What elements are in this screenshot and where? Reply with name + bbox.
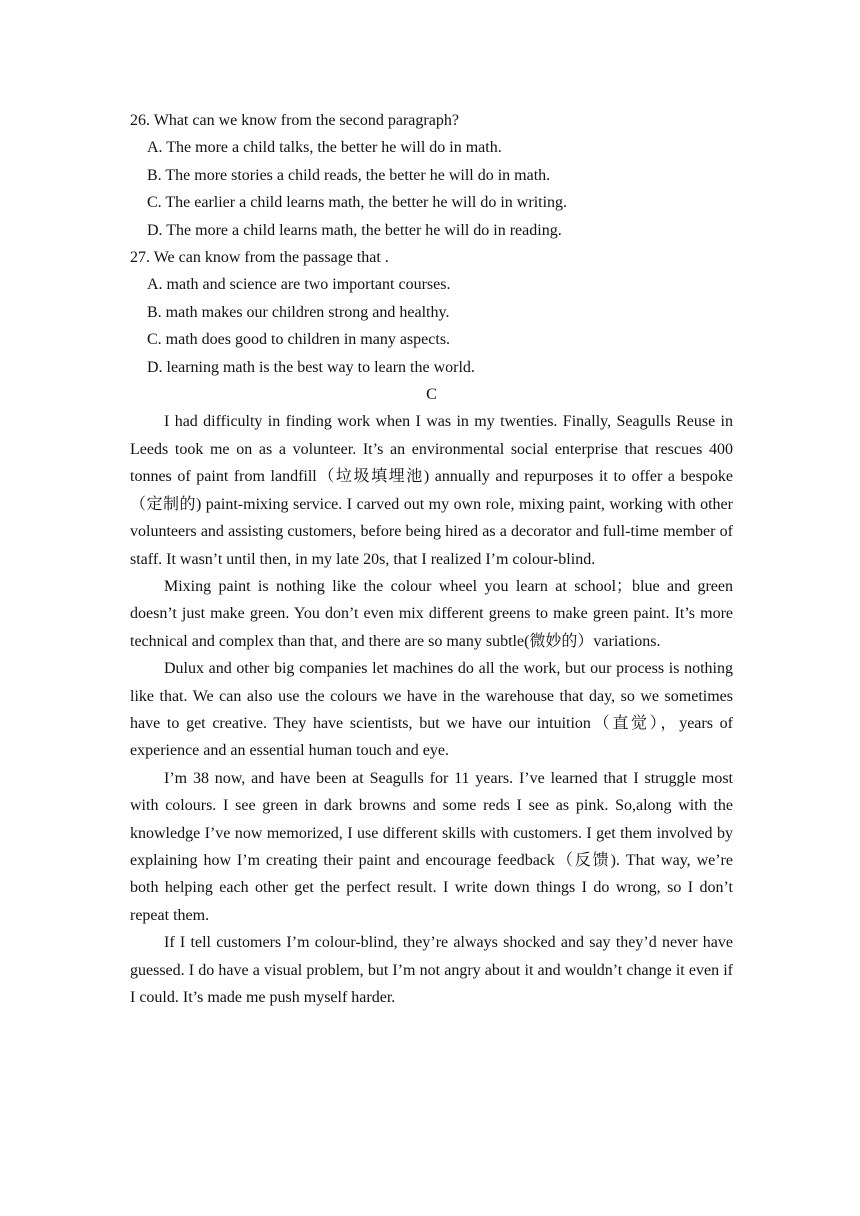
question-26-option-a: A. The more a child talks, the better he will do in math. (147, 139, 502, 157)
question-27-option-d: D. learning math is the best way to learn the world. (147, 358, 475, 376)
passage-paragraph-3: Dulux and other big companies let machines do all the work, but our process is nothing like that. We can also use the colours we have in the warehouse that day, so we sometimes have to get creative. They have scientists, but we have our intuition（直觉），years of experience and an essential human touch and eye. (130, 660, 733, 760)
question-27-option-c: C. math does good to children in many aspects. (147, 331, 451, 349)
question-27-option-b: B. math makes our children strong and healthy. (147, 303, 450, 321)
section-heading: C (426, 386, 437, 404)
question-26-stem: 26. What can we know from the second paragraph? (130, 112, 459, 129)
question-27-option-a: A. math and science are two important courses. (147, 276, 451, 294)
passage-paragraph-5: If I tell customers I’m colour-blind, they’re always shocked and say they’d never have guessed. I do have a visual problem, but I’m not angry about it and wouldn’t change it even if I could. It’s made me push myself harder. (130, 934, 733, 1006)
question-26-option-c: C. The earlier a child learns math, the better he will do in writing. (147, 194, 568, 212)
passage-paragraph-1: I had difficulty in finding work when I was in my twenties. Finally, Seagulls Reuse in Leeds took me on as a volunteer. It’s an environmental social enterprise that rescues 400 tonnes of paint from landfill（垃圾填埋池) annually and repurposes it to offer a bespoke（定制的) paint-mixing service. I carved out my own role, mixing paint, working with other volunteers and assisting customers, before being hired as a decorator and full-time member of staff. It wasn’t until then, in my late 20s, that I realized I’m colour-blind. (130, 413, 733, 568)
question-26-option-b: B. The more stories a child reads, the better he will do in math. (147, 166, 551, 184)
question-27-stem: 27. We can know from the passage that . (130, 249, 389, 267)
passage-paragraph-2: Mixing paint is nothing like the colour wheel you learn at school；blue and green doesn’t just make green. You don’t even mix different greens to make green paint. It’s more technical and complex than that, and there are so many subtle(微妙的）variations. (130, 577, 733, 650)
passage-paragraph-4: I’m 38 now, and have been at Seagulls for 11 years. I’ve learned that I struggle most with colours. I see green in dark browns and some reds I see as pink. So,along with the knowledge I’ve now memorized, I use different skills with customers. I get them involved by explaining how I’m creating their paint and encourage feedback（反馈). That way, we’re both helping each other get the perfect result. I write down things I do wrong, so I don’t repeat them. (130, 769, 733, 924)
document-content (130, 107, 733, 1011)
question-26-option-d: D. The more a child learns math, the better he will do in reading. (147, 221, 562, 239)
